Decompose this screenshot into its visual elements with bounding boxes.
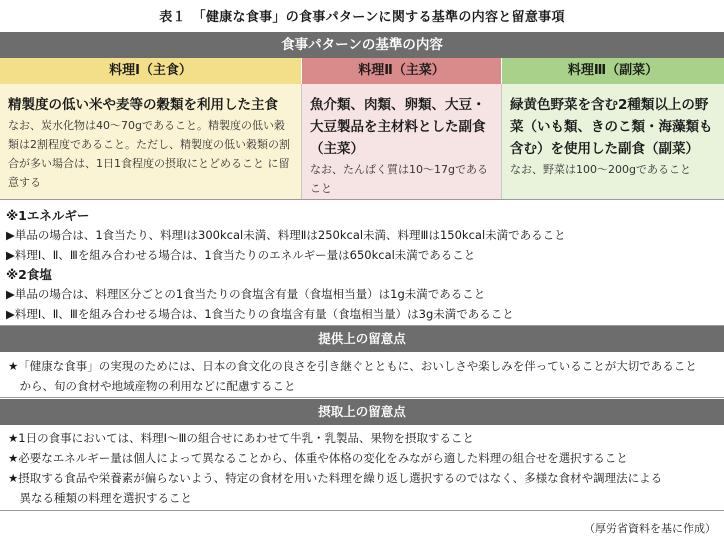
provide-header: 提供上の留意点 <box>0 326 724 352</box>
provide-notes <box>0 352 724 398</box>
staple-lead: 精製度の低い米や麦等の穀類を利用した主食 <box>8 97 278 113</box>
intake-header: 摂取上の留意点 <box>0 399 724 425</box>
intake-line: 異なる種類の料理を選択すること <box>8 491 192 505</box>
side-dish-note: なお、野菜は100〜200gであること <box>510 163 691 176</box>
energy-line: ▶料理Ⅰ、Ⅱ、Ⅲを組み合わせる場合は、1食当たりのエネルギー量は650kcal未満であること <box>6 247 476 262</box>
column-header-staple: 料理Ⅰ（主食） <box>0 58 302 84</box>
intake-notes <box>0 425 724 511</box>
main-dish-note: なお、たんぱく質は10〜17gであること <box>310 163 488 195</box>
salt-line: ▶単品の場合は、料理区分ごとの1食当たりの食塩含有量（食塩相当量）は1g未満であること <box>6 287 486 301</box>
column-header-side-dish: 料理Ⅲ（副菜） <box>502 58 724 84</box>
source-note: （厚労省資料を基に作成） <box>584 522 716 535</box>
dish-columns-body <box>0 84 724 200</box>
meal-pattern-header: 食事パターンの基準の内容 <box>0 32 724 58</box>
intake-line: ★1日の食事においては、料理Ⅰ〜Ⅲの組合せにあわせて牛乳・乳製品、果物を摂取すること <box>8 431 474 445</box>
energy-line: ▶単品の場合は、1食当たり、料理Ⅰは300kcal未満、料理Ⅱは250kcal未満、料理Ⅲは150kcal未満であること <box>6 228 566 242</box>
provide-line: から、旬の食材や地域産物の利用などに配慮すること <box>8 379 296 393</box>
intake-line: ★摂取する食品や栄養素が偏らないよう、特定の食材を用いた料理を繰り返し選択するのではなく、多様な食材や調理法による <box>8 471 663 485</box>
side-dish-lead: 緑黄色野菜を含む2種類以上の野菜（いも類、きのこ類・海藻類も含む）を使用した副食（副菜） <box>510 97 713 157</box>
energy-title: ※1エネルギー <box>6 208 90 223</box>
provide-line: ★「健康な食事」の実現のためには、日本の食文化の良さを引き継ぐとともに、おいしさや楽しみを伴っていることが大切であること <box>8 359 697 373</box>
column-staple <box>0 84 302 199</box>
intake-line: ★必要なエネルギー量は個人によって異なることから、体重や体格の変化をみながら適した料理の組合せを選択すること <box>8 451 628 465</box>
salt-title: ※2食塩 <box>6 267 52 282</box>
column-header-main-dish: 料理Ⅱ（主菜） <box>302 58 502 84</box>
dish-columns-header <box>0 58 724 84</box>
column-main-dish <box>302 84 502 199</box>
main-dish-lead: 魚介類、肉類、卵類、大豆・大豆製品を主材料とした副食（主菜） <box>310 97 486 157</box>
staple-note: なお、炭水化物は40〜70gであること。精製度の低い穀類は2割程度であること。ただし、精製度の低い穀類の割合が多い場合は、1日1食程度の摂取にとどめること に留意する <box>8 119 290 189</box>
salt-line: ▶料理Ⅰ、Ⅱ、Ⅲを組み合わせる場合は、1食当たりの食塩含有量（食塩相当量）は3g未満であること <box>6 306 514 321</box>
table-title: 表１ 「健康な食事」の食事パターンに関する基準の内容と留意事項 <box>159 10 565 25</box>
column-side-dish <box>502 84 724 199</box>
energy-salt-section <box>0 203 724 326</box>
